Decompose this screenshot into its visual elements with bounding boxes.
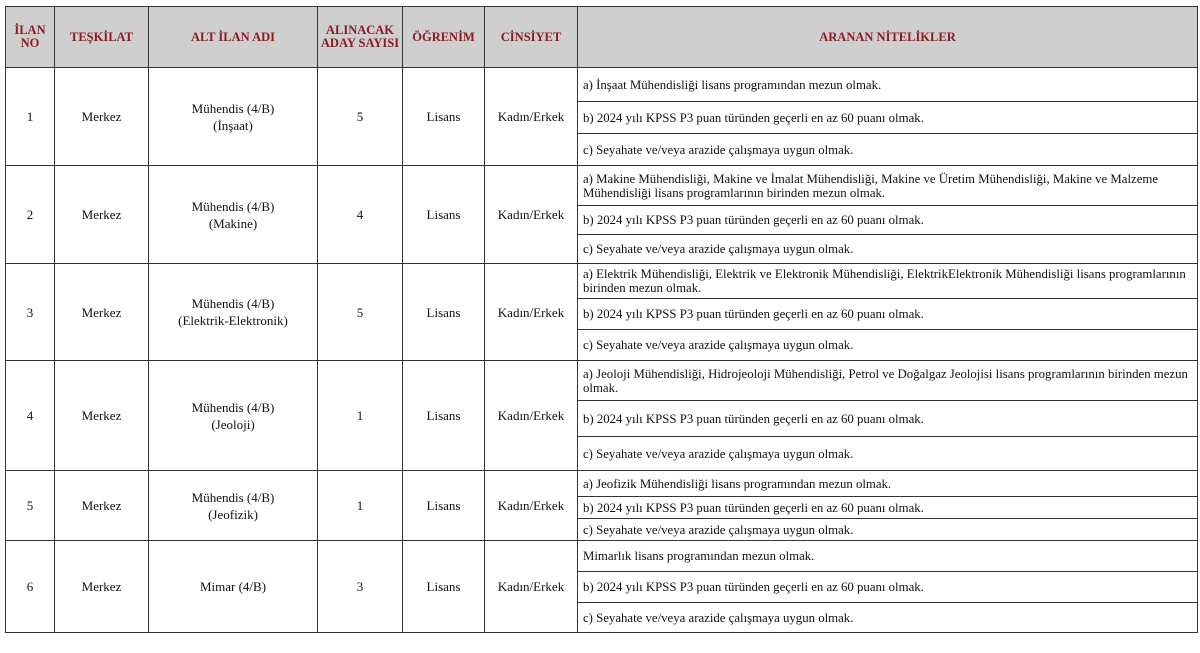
qualification-a: a) İnşaat Mühendisliği lisans programından mezun olmak. [578,68,1198,102]
header-cinsiyet: CİNSİYET [485,7,578,68]
row-aday-sayisi: 5 [318,68,403,166]
row-cinsiyet: Kadın/Erkek [485,166,578,264]
row-cinsiyet: Kadın/Erkek [485,541,578,633]
row-alt-ilan-adi [149,166,318,264]
row-title: Mühendis (4/B) [191,296,275,311]
row-subtitle: (Makine) [208,215,258,231]
qualification-a: Mimarlık lisans programından mezun olmak. [578,541,1198,572]
row-title: Mimar (4/B) [199,579,267,594]
row-ilan-no: 5 [6,471,55,541]
row-title: Mühendis (4/B) [191,198,275,214]
row-title: Mühendis (4/B) [191,100,275,116]
row-ilan-no: 3 [6,264,55,361]
row-alt-ilan-adi [149,361,318,471]
qualification-a: a) Elektrik Mühendisliği, Elektrik ve Elektronik Mühendisliği, ElektrikElektronik Mühendisliği lisans programlarının birinden mezun olmak. [578,264,1198,299]
row-title: Mühendis (4/B) [191,489,275,505]
table-header-row [6,7,1198,68]
row-teskilat: Merkez [55,471,149,541]
row-aday-sayisi: 1 [318,471,403,541]
row-subtitle: (İnşaat) [213,117,253,133]
row-subtitle: (Elektrik-Elektronik) [178,313,288,328]
row-alt-ilan-adi [149,541,318,633]
row-teskilat: Merkez [55,361,149,471]
table-row [6,471,1198,497]
row-cinsiyet: Kadın/Erkek [485,471,578,541]
qualification-c: c) Seyahate ve/veya arazide çalışmaya uygun olmak. [578,519,1198,541]
table-row [6,361,1198,401]
qualification-b: b) 2024 yılı KPSS P3 puan türünden geçerli en az 60 puanı olmak. [578,572,1198,603]
row-cinsiyet: Kadın/Erkek [485,68,578,166]
row-aday-sayisi: 3 [318,541,403,633]
row-alt-ilan-adi [149,264,318,361]
row-ilan-no: 4 [6,361,55,471]
row-teskilat: Merkez [55,541,149,633]
header-ilan-no: İLAN NO [6,7,55,68]
row-alt-ilan-adi [149,471,318,541]
table-row [6,166,1198,206]
qualification-c: c) Seyahate ve/veya arazide çalışmaya uygun olmak. [578,330,1198,361]
row-ogrenim: Lisans [403,166,485,264]
job-listing-table [5,6,1198,633]
row-teskilat: Merkez [55,264,149,361]
row-aday-sayisi: 5 [318,264,403,361]
header-teskilat: TEŞKİLAT [55,7,149,68]
row-ogrenim: Lisans [403,361,485,471]
row-aday-sayisi: 1 [318,361,403,471]
qualification-c: c) Seyahate ve/veya arazide çalışmaya uygun olmak. [578,437,1198,471]
qualification-a: a) Jeoloji Mühendisliği, Hidrojeoloji Mühendisliği, Petrol ve Doğalgaz Jeolojisi lisans programlarının birinden mezun olmak. [578,361,1198,401]
header-alt-ilan-adi: ALT İLAN ADI [149,7,318,68]
table-row [6,68,1198,102]
row-alt-ilan-adi [149,68,318,166]
row-ogrenim: Lisans [403,541,485,633]
qualification-b: b) 2024 yılı KPSS P3 puan türünden geçerli en az 60 puanı olmak. [578,401,1198,437]
table-row [6,264,1198,299]
row-cinsiyet: Kadın/Erkek [485,361,578,471]
qualification-c: c) Seyahate ve/veya arazide çalışmaya uygun olmak. [578,235,1198,264]
job-listing-table-wrapper [5,6,1197,633]
qualification-a: a) Jeofizik Mühendisliği lisans programından mezun olmak. [578,471,1198,497]
qualification-b: b) 2024 yılı KPSS P3 puan türünden geçerli en az 60 puanı olmak. [578,102,1198,134]
row-ogrenim: Lisans [403,471,485,541]
row-teskilat: Merkez [55,166,149,264]
header-ogrenim: ÖĞRENİM [403,7,485,68]
qualification-c: c) Seyahate ve/veya arazide çalışmaya uygun olmak. [578,134,1198,166]
header-aday-sayisi: ALINACAK ADAY SAYISI [318,7,403,68]
row-ilan-no: 1 [6,68,55,166]
qualification-b: b) 2024 yılı KPSS P3 puan türünden geçerli en az 60 puanı olmak. [578,206,1198,235]
row-cinsiyet: Kadın/Erkek [485,264,578,361]
row-teskilat: Merkez [55,68,149,166]
table-row [6,541,1198,572]
row-aday-sayisi: 4 [318,166,403,264]
row-subtitle: (Jeofizik) [208,506,258,522]
row-ogrenim: Lisans [403,68,485,166]
qualification-b: b) 2024 yılı KPSS P3 puan türünden geçerli en az 60 puanı olmak. [578,497,1198,519]
row-ogrenim: Lisans [403,264,485,361]
header-nitelikler: ARANAN NİTELİKLER [578,7,1198,68]
row-ilan-no: 6 [6,541,55,633]
qualification-b: b) 2024 yılı KPSS P3 puan türünden geçerli en az 60 puanı olmak. [578,299,1198,330]
qualification-a: a) Makine Mühendisliği, Makine ve İmalat Mühendisliği, Makine ve Üretim Mühendisliği, Makine ve Malzeme Mühendisliği lisans programlarının birinden mezun olmak. [578,166,1198,206]
row-subtitle: (Jeoloji) [211,416,255,432]
qualification-c: c) Seyahate ve/veya arazide çalışmaya uygun olmak. [578,603,1198,633]
row-title: Mühendis (4/B) [191,399,275,415]
row-ilan-no: 2 [6,166,55,264]
